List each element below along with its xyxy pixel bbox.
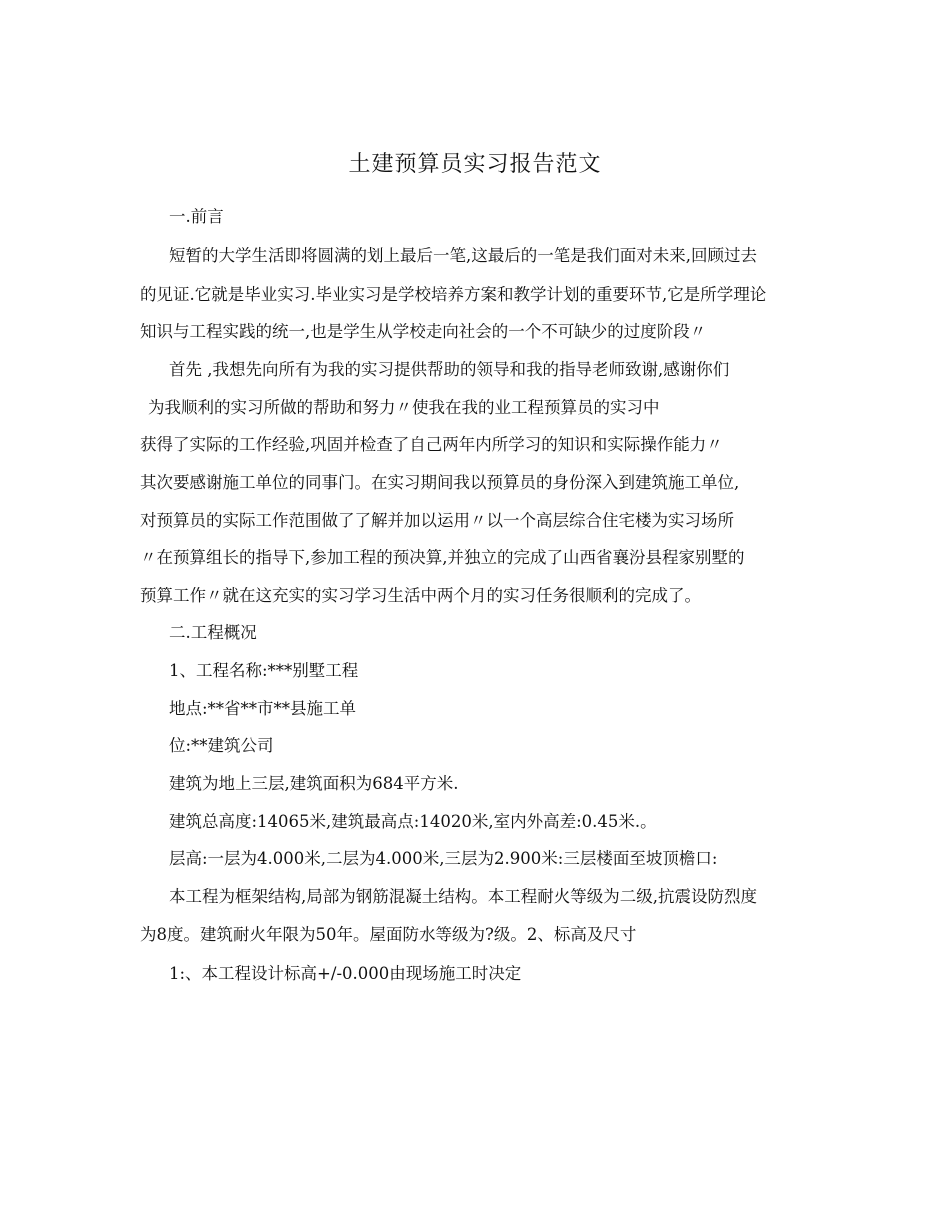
paragraph-line: 其次要感谢施工单位的同事门。在实习期间我以预算员的身份深入到建筑施工单位, (140, 473, 740, 492)
paragraph-line: 1:、本工程设计标高+/-0.000由现场施工时决定 (169, 964, 522, 983)
paragraph-line: 地点:**省**市**县施工单 (169, 699, 357, 718)
document-title: 土建预算员实习报告范文 (348, 152, 602, 177)
section-heading-overview: 二.工程概况 (169, 623, 257, 642)
paragraph-line: 1、工程名称:***别墅工程 (169, 661, 359, 680)
paragraph-line: 〃在预算组长的指导下,参加工程的预决算,并独立的完成了山西省襄汾县程家别墅的 (140, 548, 745, 567)
paragraph-line: 层高:一层为4.000米,二层为4.000米,三层为2.900米:三层楼面至坡顶檐口: (169, 849, 718, 868)
paragraph-line: 短暂的大学生活即将圆满的划上最后一笔,这最后的一笔是我们面对未来,回顾过去 (169, 246, 757, 265)
paragraph-line: 位:**建筑公司 (169, 736, 274, 755)
paragraph-line: 预算工作〃就在这充实的实习学习生活中两个月的实习任务很顺利的完成了。 (140, 586, 701, 605)
paragraph-line: 为8度。建筑耐火年限为50年。屋面防水等级为?级。2、标高及尺寸 (140, 925, 637, 944)
paragraph-line: 本工程为框架结构,局部为钢筋混凝土结构。本工程耐火等级为二级,抗震设防烈度 (169, 887, 757, 906)
paragraph-line: 建筑为地上三层,建筑面积为684平方米. (169, 774, 459, 793)
paragraph-line: 的见证.它就是毕业实习.毕业实习是学校培养方案和教学计划的重要环节,它是所学理论 (140, 285, 767, 304)
paragraph-line: 建筑总高度:14065米,建筑最高点:14020米,室内外高差:0.45米.。 (169, 812, 657, 831)
paragraph-line: 知识与工程实践的统一,也是学生从学校走向社会的一个不可缺少的过度阶段〃 (140, 322, 707, 341)
paragraph-line: 首先 ,我想先向所有为我的实习提供帮助的领导和我的指导老师致谢,感谢你们 (169, 360, 730, 379)
paragraph-line: 为我顺利的实习所做的帮助和努力〃使我在我的业工程预算员的实习中 (148, 398, 660, 417)
paragraph-line: 对预算员的实际工作范围做了了解并加以运用〃以一个高层综合住宅楼为实习场所 (140, 511, 734, 530)
section-heading-preface: 一.前言 (169, 207, 224, 226)
paragraph-line: 获得了实际的工作经验,巩固并检查了自己两年内所学习的知识和实际操作能力〃 (140, 435, 723, 454)
